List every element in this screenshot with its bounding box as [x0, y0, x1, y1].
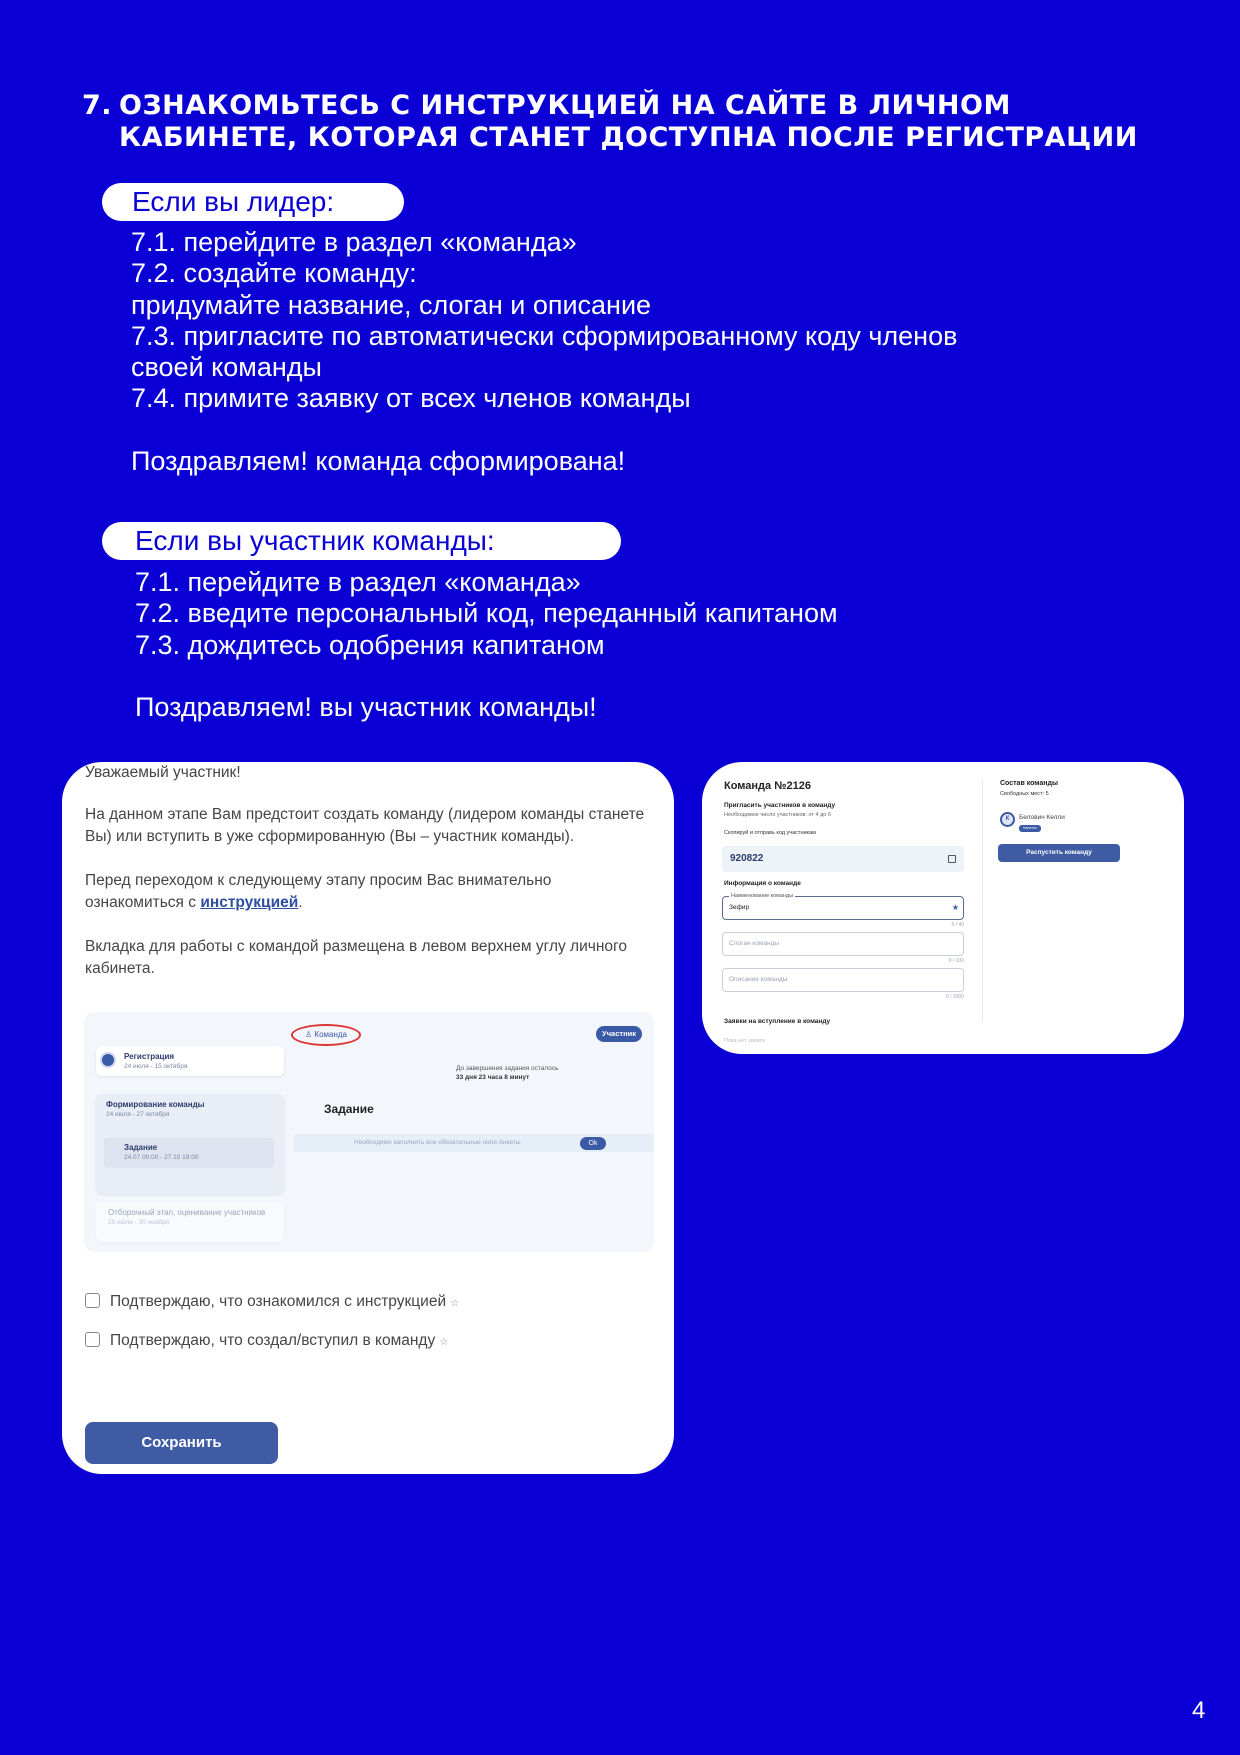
- stage-selection[interactable]: Отборочный этап, оценивание участников 25 июля - 30 ноября: [96, 1202, 284, 1242]
- captain-badge: Капитан: [1019, 825, 1041, 832]
- leader-step: 7.4. примите заявку от всех членов команды: [131, 383, 691, 414]
- section-heading: [82, 90, 1182, 154]
- deadline-info: До завершения задания осталось 33 дня 23 часа 8 минут: [456, 1065, 559, 1081]
- avatar: К: [1000, 812, 1015, 827]
- checkbox-icon[interactable]: [85, 1332, 100, 1347]
- requests-title: Заявки на вступление в команду: [724, 1018, 831, 1025]
- save-button[interactable]: Сохранить: [85, 1422, 278, 1464]
- tab-location-paragraph: Вкладка для работы с командой размещена в левом верхнем углу личного кабинета.: [85, 938, 627, 977]
- cabinet-preview: [84, 1012, 654, 1252]
- leader-congrats: Поздравляем! команда сформирована!: [131, 446, 626, 476]
- team-screenshot: [702, 762, 1184, 1054]
- required-star-icon: ☆: [439, 1337, 449, 1348]
- heading-text: ОЗНАКОМЬТЕСЬ С ИНСТРУКЦИЕЙ НА САЙТЕ В ЛИЧНОМ КАБИНЕТЕ, КОТОРАЯ СТАНЕТ ДОСТУПНА ПОСЛЕ РЕГИСТРАЦИИ: [119, 90, 1138, 153]
- confirm-team-checkbox[interactable]: Подтверждаю, что создал/вступил в команду ☆: [85, 1331, 585, 1353]
- slogan-counter: 0 / 100: [948, 958, 964, 964]
- confirm-instruction-checkbox[interactable]: Подтверждаю, что ознакомился с инструкцией ☆: [85, 1292, 585, 1314]
- copy-label: Скопируй и отправь код участникам: [724, 830, 816, 836]
- team-name-value: Зефир: [729, 904, 750, 911]
- invite-subtitle: Необходимое число участников: от 4 до 6: [724, 812, 831, 818]
- leader-step: 7.3. пригласите по автоматически сформированному коду членов: [131, 320, 958, 351]
- info-title: Информация о команде: [724, 880, 801, 887]
- name-counter: 5 / 40: [951, 922, 964, 928]
- team-slogan-field[interactable]: Слоган команды: [722, 932, 964, 956]
- required-star-icon: ★: [951, 903, 959, 912]
- member-congrats: Поздравляем! вы участник команды!: [135, 692, 597, 722]
- invite-code: 920822: [722, 846, 964, 872]
- task-item[interactable]: Задание 24.07 00:00 - 27.10 19:00: [104, 1138, 274, 1168]
- leader-step: своей команды: [131, 352, 322, 383]
- member-step: 7.2. введите персональный код, переданный капитаном: [135, 598, 838, 629]
- task-heading: Задание: [324, 1102, 374, 1116]
- notice-bar: Необходимо заполнить все обязательные поля Анкеты: [294, 1134, 654, 1152]
- check-circle-icon: [100, 1052, 116, 1068]
- page-number: 4: [1192, 1697, 1206, 1724]
- invite-title: Пригласить участников в команду: [724, 802, 836, 809]
- participant-badge: Участник: [596, 1026, 642, 1042]
- checkbox-icon[interactable]: [85, 1293, 100, 1308]
- member-label: Если вы участник команды:: [102, 522, 621, 560]
- roster-title: Состав команды: [1000, 780, 1058, 787]
- instruction-paragraph: Перед переходом к следующему этапу просим Вас внимательно ознакомиться с инструкцией.: [85, 872, 552, 911]
- leader-step: 7.2. создайте команду:: [131, 258, 417, 289]
- intro-paragraph: На данном этапе Вам предстоит создать команду (лидером команды станете Вы) или вступить в уже сформированную (Вы – участник команды).: [85, 806, 645, 845]
- divider: [982, 780, 983, 1022]
- ok-button[interactable]: Ok: [580, 1137, 606, 1150]
- greeting-text: Уважаемый участник!: [85, 764, 241, 781]
- team-tab[interactable]: ♙ Команда: [291, 1024, 361, 1046]
- free-slots: Свободных мест: 5: [1000, 791, 1049, 797]
- leader-step: придумайте название, слоган и описание: [131, 289, 652, 320]
- dissolve-team-button[interactable]: Распустить команду: [998, 844, 1120, 862]
- team-name-legend: Наименование команды: [731, 893, 794, 899]
- team-name-field[interactable]: [722, 893, 964, 920]
- member-step: 7.1. перейдите в раздел «команда»: [135, 567, 581, 597]
- instruction-screenshot: [62, 762, 674, 1474]
- member-steps: [135, 567, 838, 661]
- team-icon: ♙: [305, 1030, 313, 1039]
- heading-number: 7.: [82, 90, 113, 121]
- required-star-icon: ☆: [450, 1298, 460, 1309]
- leader-step: 7.1. перейдите в раздел «команда»: [131, 227, 577, 257]
- stage-registration[interactable]: Регистрация 24 июля - 15 октября: [96, 1046, 284, 1076]
- description-counter: 0 / 1000: [945, 994, 964, 1000]
- copy-icon[interactable]: [948, 855, 956, 863]
- team-description-field[interactable]: Описание команды: [722, 968, 964, 992]
- leader-label: Если вы лидер:: [102, 183, 404, 221]
- instruction-link[interactable]: инструкцией: [200, 894, 299, 911]
- team-title: Команда №2126: [724, 780, 811, 792]
- requests-empty: Пока нет заявок: [724, 1038, 765, 1044]
- leader-steps: [131, 227, 957, 415]
- stage-team-formation[interactable]: Формирование команды 24 июля - 27 октября Задание 24.07 00:00 - 27.10 19:00: [96, 1094, 284, 1194]
- member-step: 7.3. дождитесь одобрения капитаном: [135, 629, 605, 660]
- member-name: Белович Келли: [1019, 814, 1065, 821]
